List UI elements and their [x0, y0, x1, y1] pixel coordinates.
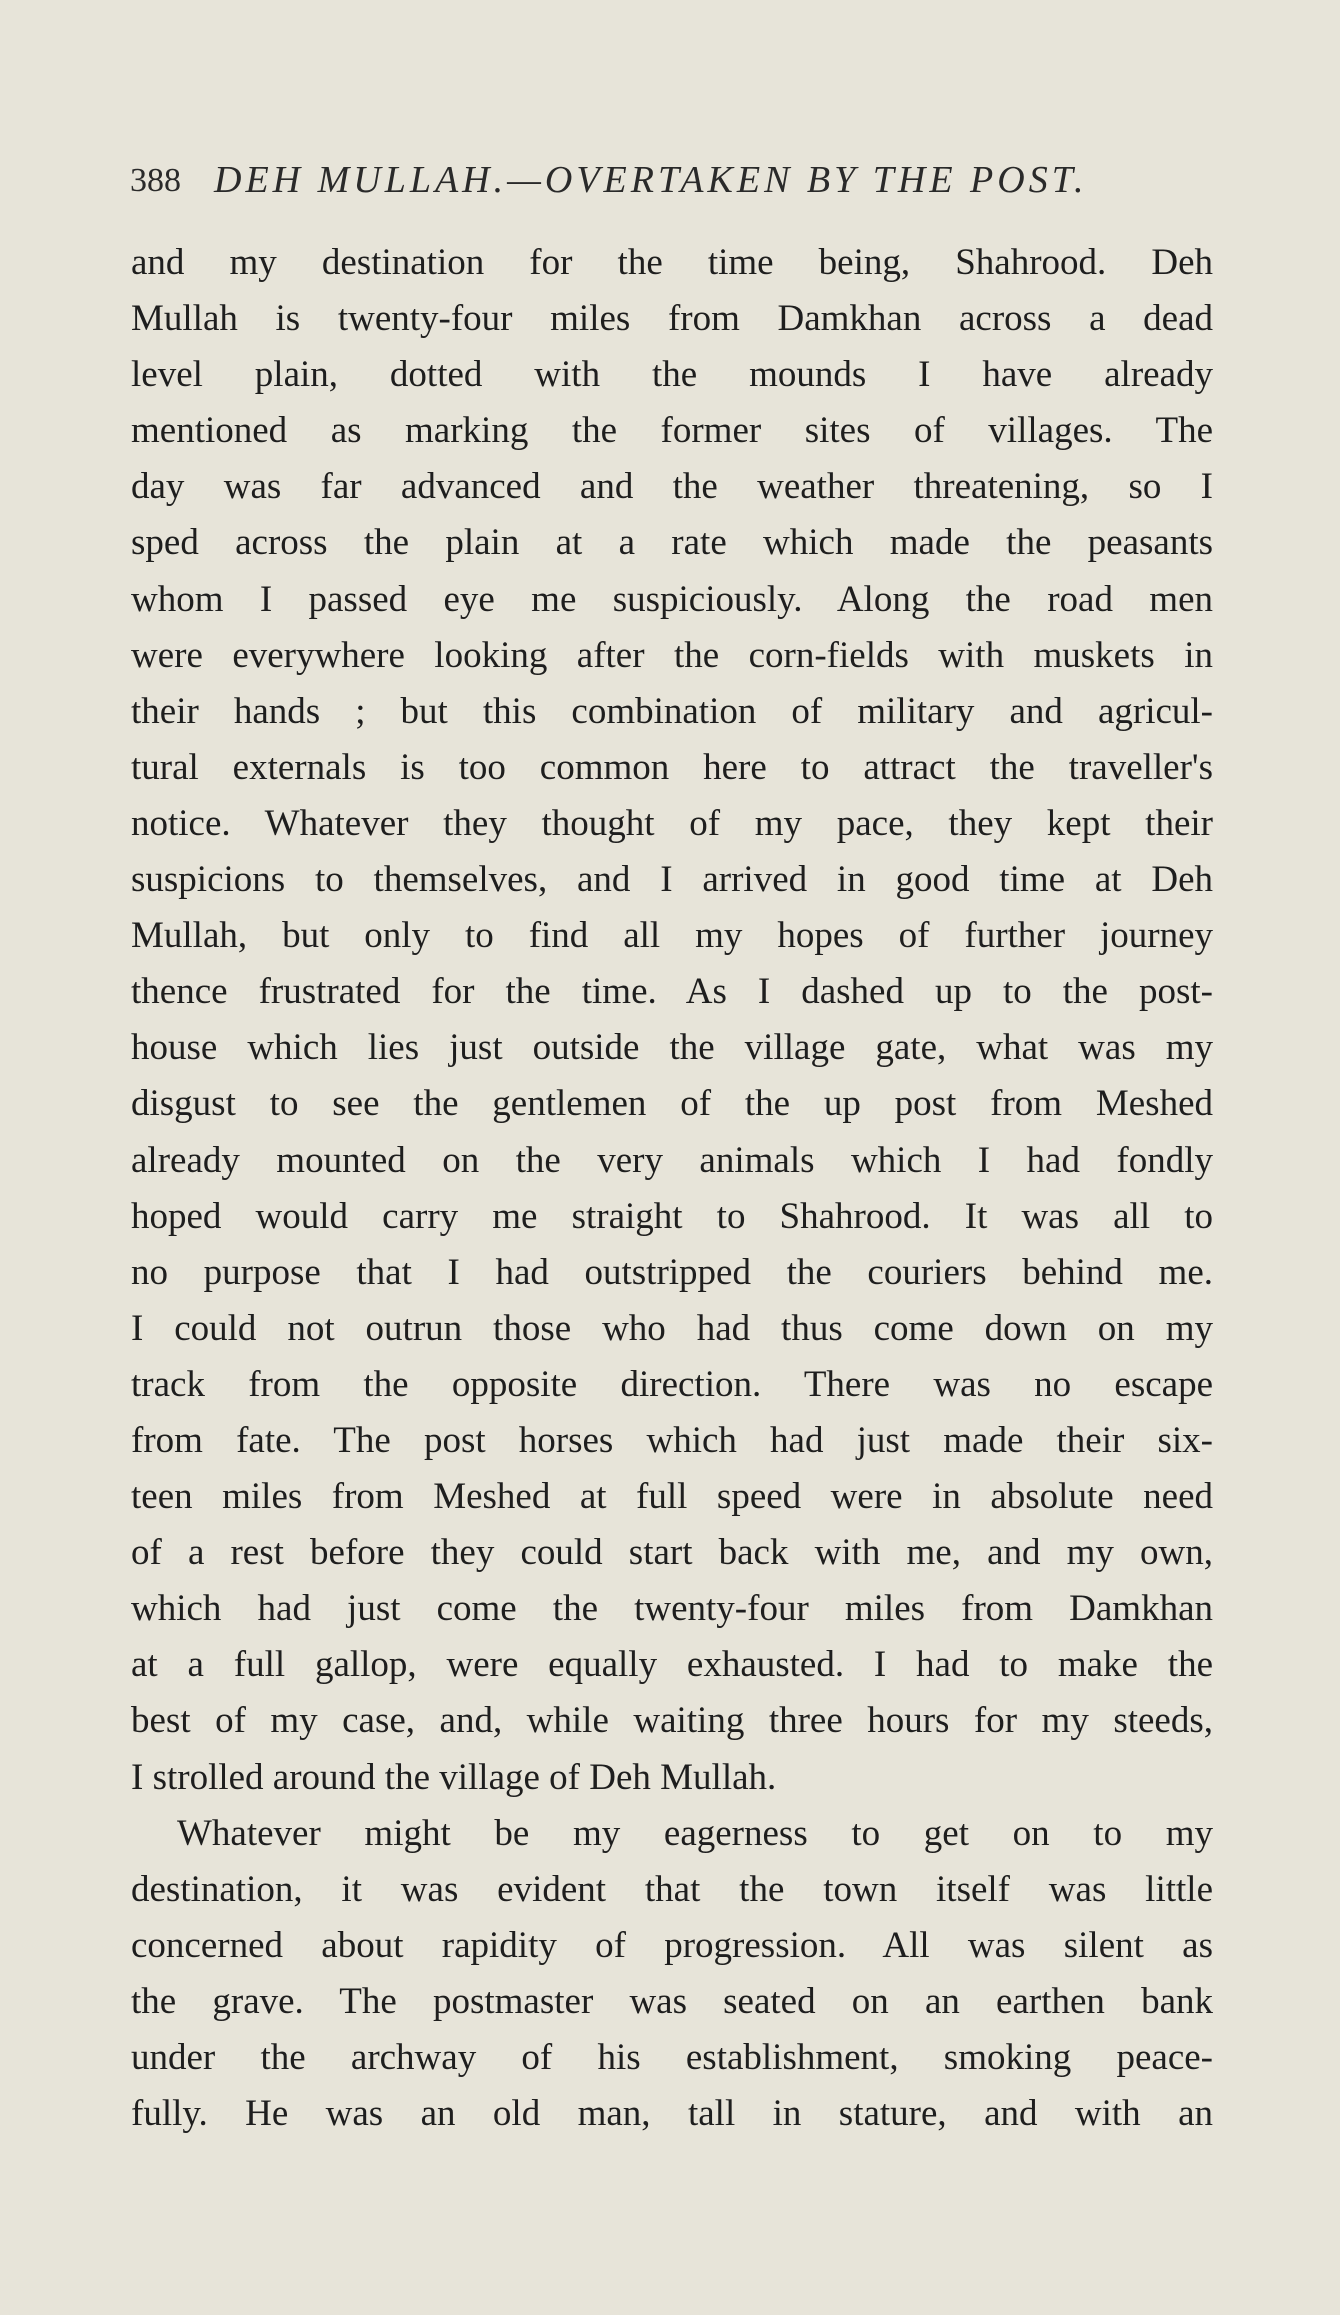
text-line: no purpose that I had outstripped the couriers behind me. [131, 1251, 1213, 1293]
text-line: fully. He was an old man, tall in stature, and with an [131, 2093, 1213, 2135]
text-line: sped across the plain at a rate which made the peasants [131, 522, 1213, 564]
text-line: disgust to see the gentlemen of the up post from Meshed [131, 1083, 1213, 1125]
text-line: the grave. The postmaster was seated on an earthen bank [131, 1980, 1213, 2022]
text-line: house which lies just outside the village gate, what was my [131, 1027, 1213, 1069]
text-line: under the archway of his establishment, smoking peace- [131, 2037, 1213, 2078]
text-line: were everywhere looking after the corn-fields with muskets in [131, 634, 1213, 676]
running-head: DEH MULLAH.—OVERTAKEN BY THE POST. [214, 159, 1088, 201]
text-line: notice. Whatever they thought of my pace, they kept their [131, 802, 1213, 844]
text-line: level plain, dotted with the mounds I have already [131, 354, 1213, 396]
text-line: thence frustrated for the time. As I dashed up to the post- [131, 971, 1213, 1013]
text-line: whom I passed eye me suspiciously. Along the road men [131, 578, 1213, 620]
text-line: concerned about rapidity of progression. All was silent as [131, 1924, 1213, 1966]
text-line: best of my case, and, while waiting three hours for my steeds, [131, 1700, 1213, 1742]
text-line: Whatever might be my eagerness to get on to my [177, 1812, 1213, 1854]
page-number: 388 [130, 162, 181, 199]
text-line: day was far advanced and the weather threatening, so I [131, 466, 1213, 508]
text-line: mentioned as marking the former sites of villages. The [131, 410, 1213, 452]
text-line: teen miles from Meshed at full speed were in absolute need [131, 1476, 1213, 1518]
text-line: and my destination for the time being, Shahrood. Deh [131, 242, 1213, 283]
text-line: I strolled around the village of Deh Mullah. [131, 1756, 777, 1798]
text-line: tural externals is too common here to attract the traveller's [131, 746, 1213, 788]
text-line: which had just come the twenty-four miles from Damkhan [131, 1588, 1213, 1630]
page-header [130, 150, 1210, 210]
text-line: already mounted on the very animals which I had fondly [131, 1139, 1213, 1181]
text-line: from fate. The post horses which had just made their six- [131, 1419, 1213, 1461]
text-line: I could not outrun those who had thus come down on my [131, 1307, 1213, 1349]
text-line: at a full gallop, were equally exhausted. I had to make the [131, 1644, 1213, 1686]
text-line: hoped would carry me straight to Shahrood. It was all to [131, 1195, 1213, 1237]
text-line: of a rest before they could start back with me, and my own, [131, 1532, 1213, 1574]
text-line: their hands ; but this combination of military and agricul- [131, 690, 1213, 732]
text-line: Mullah is twenty-four miles from Damkhan across a dead [131, 298, 1213, 340]
text-line: suspicions to themselves, and I arrived in good time at Deh [131, 859, 1213, 901]
text-line: Mullah, but only to find all my hopes of further journey [131, 915, 1213, 957]
text-line: track from the opposite direction. There was no escape [131, 1363, 1213, 1405]
body-text [131, 235, 1213, 2142]
text-line: destination, it was evident that the town itself was little [131, 1868, 1213, 1910]
